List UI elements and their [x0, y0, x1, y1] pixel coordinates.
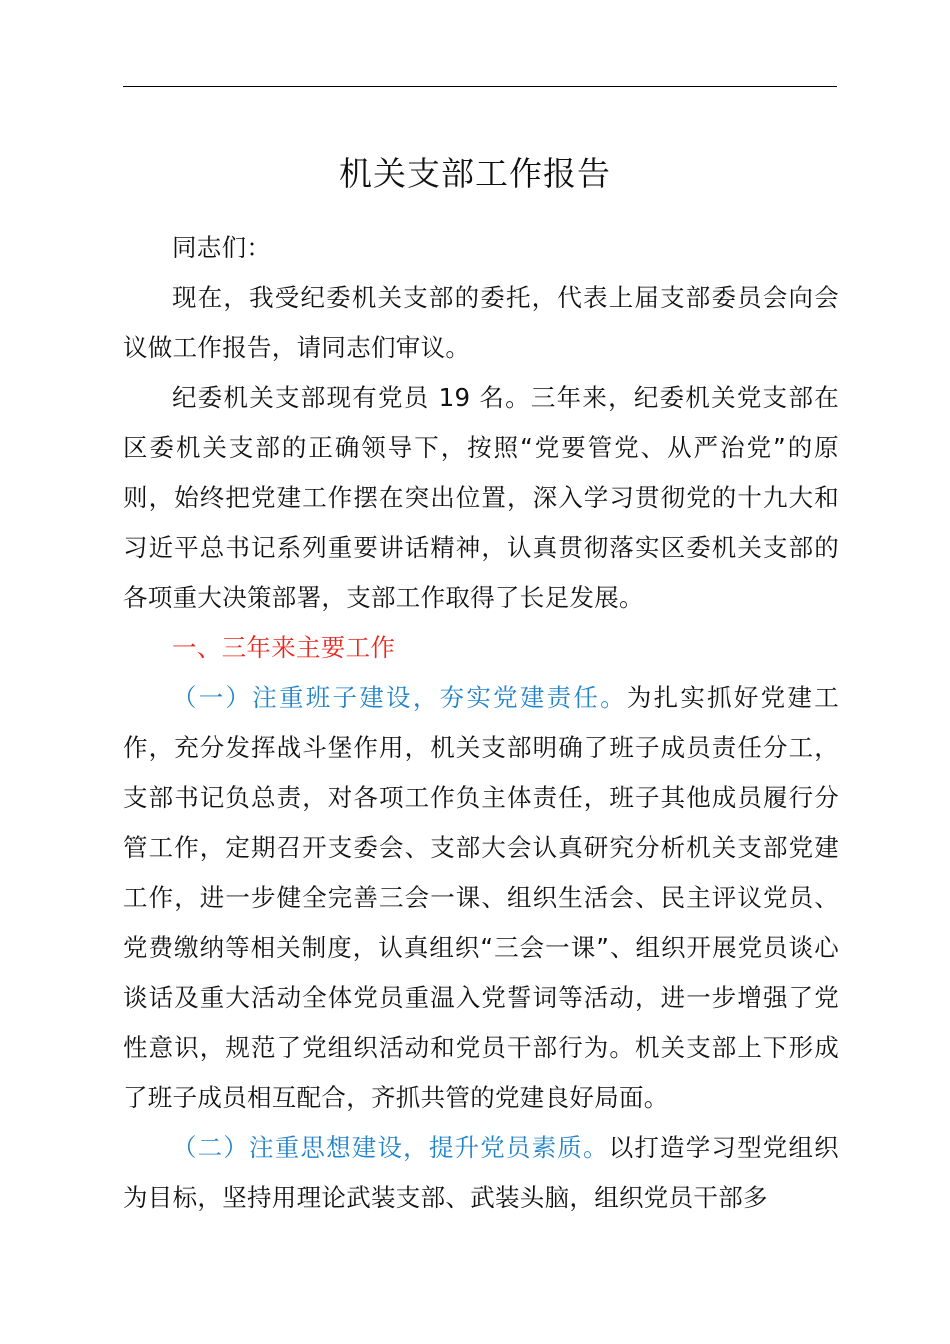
salutation: 同志们： [172, 233, 272, 262]
subsection-two-heading: （二）注重思想建设，提升党员素质。 [172, 1133, 609, 1162]
section-heading: 一、三年来主要工作 [172, 633, 396, 662]
subsection-one [123, 673, 839, 1123]
document-body [123, 223, 839, 1223]
subsection-two [123, 1123, 839, 1223]
paragraph-intro: 现在，我受纪委机关支部的委托，代表上届支部委员会向会议做工作报告，请同志们审议。 [123, 283, 839, 362]
document-title: 机关支部工作报告 [339, 154, 611, 193]
subsection-one-text: 为扎实抓好党建工作，充分发挥战斗堡作用，机关支部明确了班子成员责任分工，支部书记负总责，对各项工作负主体责任，班子其他成员履行分管工作，定期召开支委会、支部大会认真研究分析机关支部党建工作，进一步健全完善三会一课、组织生活会、民主评议党员、党费缴纳等相关制度，认真组织“三会一课”、组织开展党员谈心谈话及重大活动全体党员重温入党誓词等活动，进一步增强了党性意识，规范了党组织活动和党员干部行为。机关支部上下形成了班子成员相互配合，齐抓共管的党建良好局面。 [123, 683, 839, 1112]
paragraph-overview: 纪委机关支部现有党员 19 名。三年来，纪委机关党支部在区委机关支部的正确领导下，按照“党要管党、从严治党”的原则，始终把党建工作摆在突出位置，深入学习贯彻党的十九大和习近平总书记系列重要讲话精神，认真贯彻落实区委机关支部的各项重大决策部署，支部工作取得了长足发展。 [123, 383, 839, 612]
subsection-two-text: 以打造学习型党组织为目标，坚持用理论武装支部、武装头脑，组织党员干部多 [123, 1133, 839, 1212]
header-rule [123, 86, 837, 87]
subsection-one-heading: （一）注重班子建设，夯实党建责任。 [172, 683, 627, 712]
